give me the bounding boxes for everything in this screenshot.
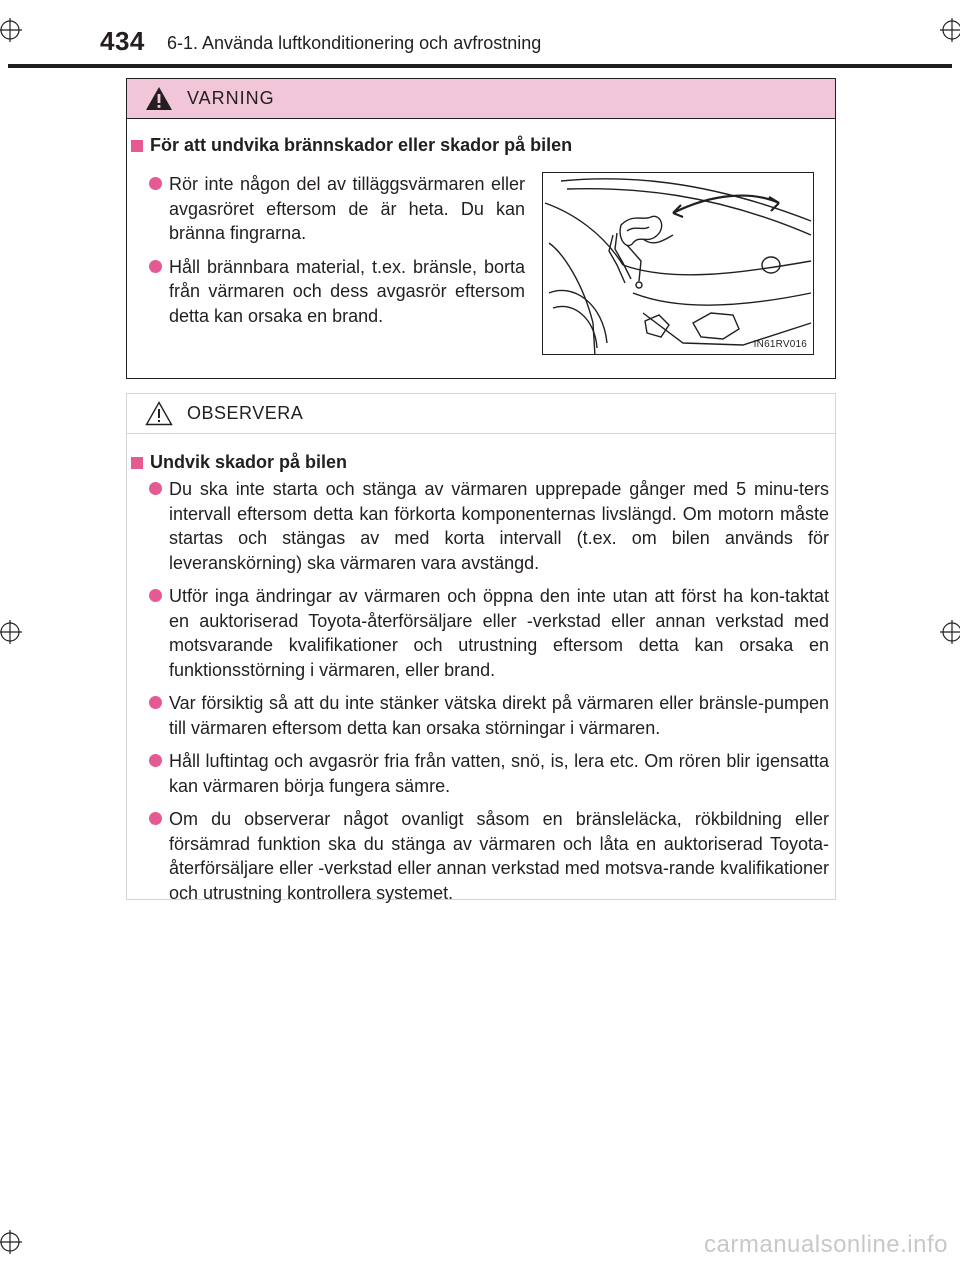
bullet-dot-icon	[149, 482, 162, 495]
bullet-dot-icon	[149, 696, 162, 709]
notice-heading-text: Undvik skador på bilen	[150, 452, 348, 472]
list-item: Rör inte någon del av tilläggsvärmaren eller avgasröret eftersom de är heta. Du kan bränna fingrarna.	[149, 172, 525, 246]
watermark[interactable]: carmanualsonline.info	[704, 1231, 948, 1258]
bullet-dot-icon	[149, 260, 162, 273]
warning-heading	[131, 135, 572, 156]
notice-heading	[131, 452, 347, 473]
notice-header	[127, 394, 835, 434]
warning-list	[149, 172, 525, 337]
square-bullet-icon	[131, 457, 143, 469]
section-title: 6-1. Använda luftkonditionering och avfrostning	[167, 33, 542, 53]
bullet-dot-icon	[149, 589, 162, 602]
square-bullet-icon	[131, 140, 143, 152]
page-number: 434	[100, 26, 145, 56]
list-item: Om du observerar något ovanligt såsom en bränsleläcka, rökbildning eller försämrad funktion ska du stänga av värmaren och låta en auktoriserad Toyota-återförsäljare eller -verkstad eller annan verkstad med motsva-rande kvalifikationer och utrustning kontrollera systemet.	[149, 807, 829, 905]
bullet-dot-icon	[149, 177, 162, 190]
heater-figure	[542, 172, 814, 355]
warning-label: VARNING	[187, 88, 275, 108]
warning-heading-text: För att undvika brännskador eller skador på bilen	[150, 135, 573, 155]
warning-header	[127, 79, 835, 119]
figure-code: IN61RV016	[753, 339, 807, 350]
bullet-dot-icon	[149, 754, 162, 767]
list-item: Du ska inte starta och stänga av värmaren upprepade gånger med 5 minu-ters intervall eftersom detta kan förkorta komponenternas livslängd. Om motorn måste startas och stängas av med korta intervall (t.ex. om bilen används för leveranskörning) ska värmaren vara avstängd.	[149, 477, 829, 575]
warning-triangle-icon	[145, 86, 173, 111]
list-item: Håll brännbara material, t.ex. bränsle, borta från värmaren och dess avgasrör eftersom detta kan orsaka en brand.	[149, 255, 525, 329]
crop-mark-bottom-left	[0, 1230, 22, 1254]
caution-triangle-icon	[145, 401, 173, 426]
notice-list	[149, 477, 829, 914]
car-front-illustration	[543, 173, 814, 355]
notice-label: OBSERVERA	[187, 403, 304, 423]
list-item: Håll luftintag och avgasrör fria från vatten, snö, is, lera etc. Om rören blir igensatta kan värmaren börja fungera sämre.	[149, 749, 829, 798]
bullet-dot-icon	[149, 812, 162, 825]
crop-mark-top-right	[940, 18, 960, 42]
header-rule	[8, 64, 952, 68]
list-item: Utför inga ändringar av värmaren och öppna den inte utan att först ha kon-taktat en auktoriserad Toyota-återförsäljare eller -verkstad eller annan verkstad med motsvarande kvalifikationer och utrustning eftersom detta kan orsaka en funktionsstörning i värmaren, eller brand.	[149, 584, 829, 682]
crop-mark-mid-left	[0, 620, 22, 644]
crop-mark-top-left	[0, 18, 22, 42]
crop-mark-mid-right	[940, 620, 960, 644]
list-item: Var försiktig så att du inte stänker vätska direkt på värmaren eller bränsle-pumpen till värmaren eftersom detta kan orsaka störningar i värmaren.	[149, 691, 829, 740]
